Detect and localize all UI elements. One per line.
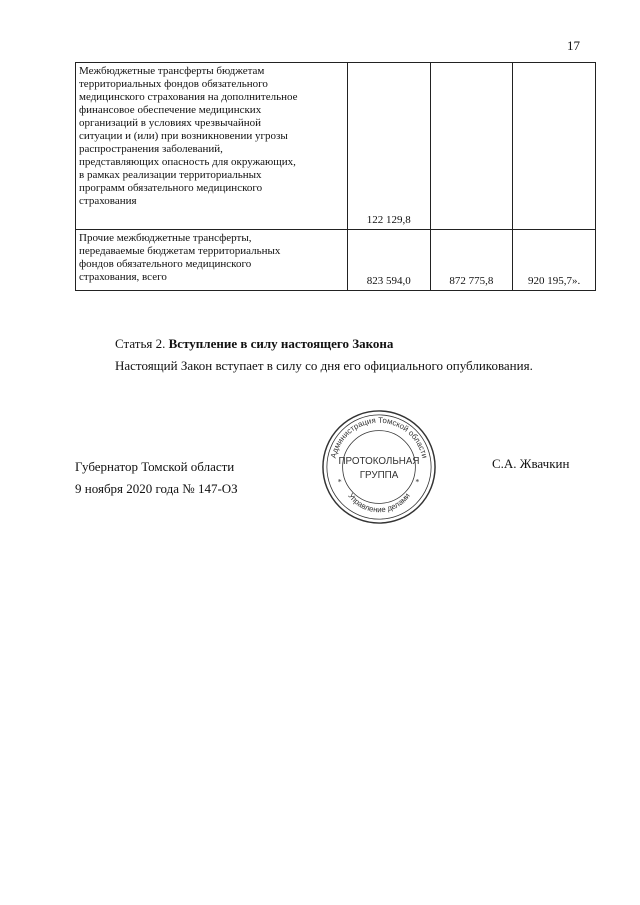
svg-text:Управление делами: Управление делами — [346, 491, 412, 515]
svg-text:Администрация Томской области: Администрация Томской области — [328, 415, 430, 460]
table-row — [76, 63, 596, 230]
signature-block — [75, 456, 238, 500]
official-seal — [320, 408, 438, 526]
row-value-2020: 823 594,0 — [347, 230, 430, 291]
budget-table — [75, 62, 596, 291]
svg-text:ПРОТОКОЛЬНАЯ: ПРОТОКОЛЬНАЯ — [338, 456, 420, 468]
svg-text:*: * — [337, 477, 342, 487]
row-description: Прочие межбюджетные трансферты, передаваемые бюджетам территориальных фондов обязательного медицинского страхования, всего — [76, 230, 348, 291]
signer-name: С.А. Жвачкин — [492, 456, 570, 471]
row-value-2020: 122 129,8 — [347, 63, 430, 230]
page-number: 17 — [567, 38, 580, 53]
table-row — [76, 230, 596, 291]
row-value-2021: 872 775,8 — [430, 230, 513, 291]
law-date-number: 9 ноября 2020 года № 147-ОЗ — [75, 481, 238, 496]
article-title: Вступление в силу настоящего Закона — [168, 336, 394, 351]
row-value-2021 — [430, 63, 513, 230]
article-heading — [115, 336, 393, 352]
svg-text:*: * — [415, 477, 420, 487]
article-prefix: Статья 2. — [115, 336, 169, 351]
svg-text:ГРУППА: ГРУППА — [359, 469, 399, 481]
row-description: Межбюджетные трансферты бюджетам территориальных фондов обязательного медицинского страхования на дополнительное финансовое обеспечение медицинских организаций в условиях чрезвычайной ситуации и (или) при возникновении угрозы распространения заболеваний, представляющих опасность для окружающих, в рамках реализации территориальных программ обязательного медицинского страхования — [76, 63, 348, 230]
row-value-2022: 920 195,7». — [513, 230, 596, 291]
article-text: Настоящий Закон вступает в силу со дня его официального опубликования. — [115, 358, 533, 373]
signer-position: Губернатор Томской области — [75, 459, 235, 474]
row-value-2022 — [513, 63, 596, 230]
